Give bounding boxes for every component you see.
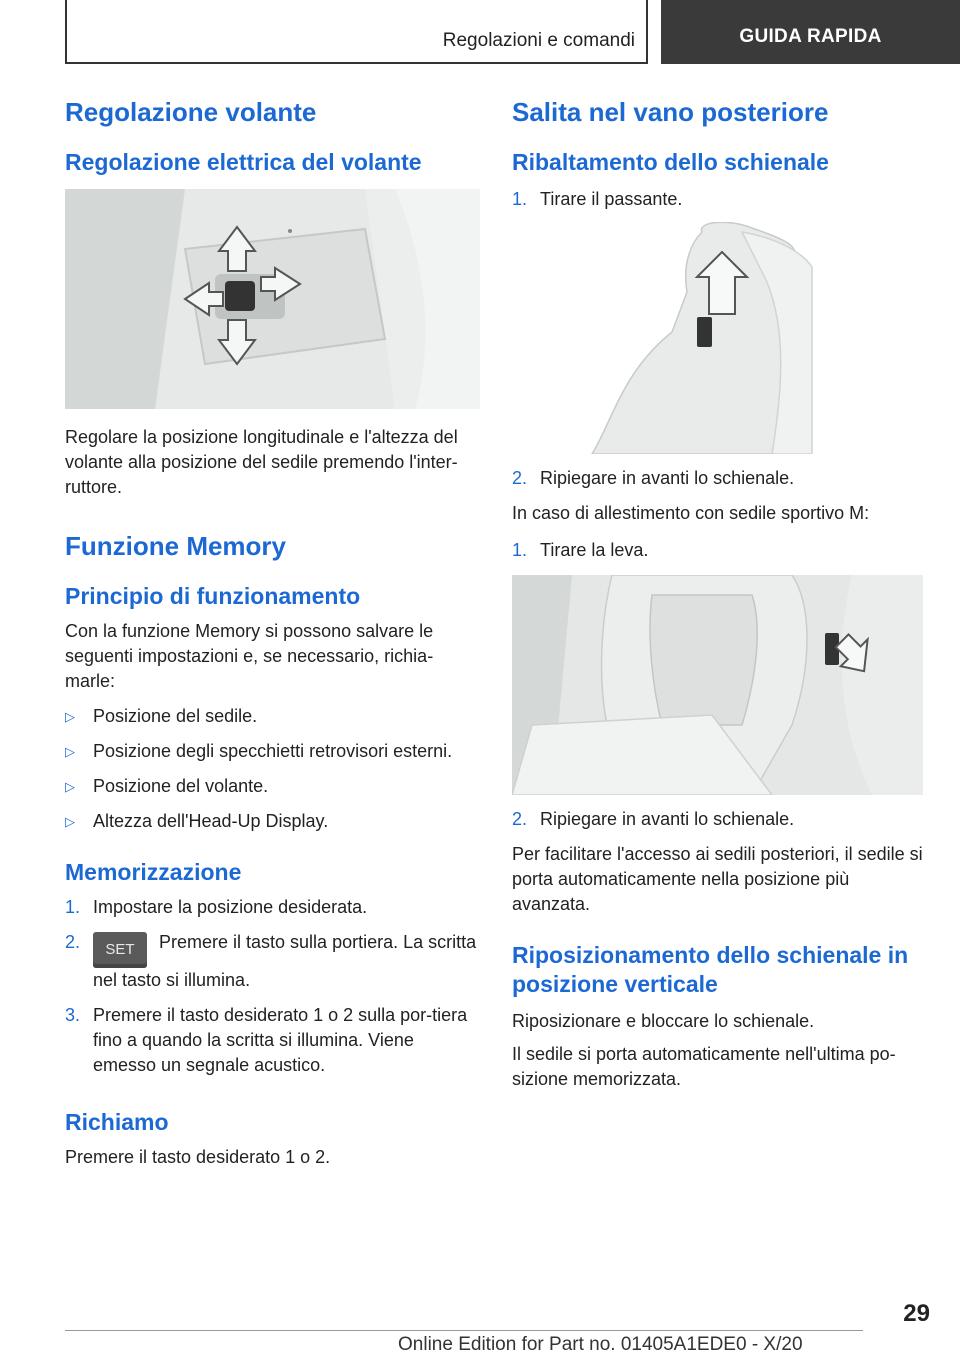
triangle-bullet-icon: ▷ [65,814,75,829]
left-column [65,96,480,1170]
fold-steps-a-2 [512,466,924,491]
triangle-bullet-icon: ▷ [65,709,75,724]
heading-memory-function: Funzione Memory [65,531,287,561]
sport-seat-note: In caso di allestimento con sedile sportivo M: [512,503,870,523]
list-item: ▷ Posizione del sedile. [65,704,480,729]
heading-recall: Richiamo [65,1109,169,1135]
fold-steps-b [512,538,924,563]
list-item: ▷ Posizione degli specchietti retrovisori esterni. [65,739,480,764]
step-item: 3. Premere il tasto desiderato 1 o 2 sulla por-tiera fino a quando la scritta si illumina. Viene emesso un segnale acustico. [65,1005,468,1075]
list-item: ▷ Altezza dell'Head-Up Display. [65,809,480,834]
step-item: 1. Impostare la posizione desiderata. [65,897,368,917]
steering-switch-illustration [65,189,480,409]
step-item: 1. Tirare la leva. [512,540,649,560]
right-column [512,96,924,1092]
upright-description-2: Il sedile si porta automaticamente nell'ultima po-sizione memorizzata. [512,1044,896,1089]
heading-backrest-upright: Riposizionamento dello schienale in posizione verticale [512,942,909,997]
set-key-icon: SET [93,932,147,968]
step-item: 2. Ripiegare in avanti lo schienale. [512,809,795,829]
memory-settings-list [65,704,480,834]
header-section-title: Regolazioni e comandi [442,30,635,51]
step-item: 2. SET Premere il tasto sulla portiera. La scritta nel tasto si illumina. [65,932,477,990]
triangle-bullet-icon: ▷ [65,744,75,759]
heading-storing: Memorizzazione [65,859,242,885]
rear-access-description: Per facilitare l'accesso ai sedili posteriori, il sedile si porta automaticamente nella posizione più avanzata. [512,844,923,914]
step-item: 2. Ripiegare in avanti lo schienale. [512,468,795,488]
list-item: ▷ Posizione del volante. [65,774,480,799]
recall-description: Premere il tasto desiderato 1 o 2. [65,1147,331,1167]
header-tab-quick-guide[interactable]: GUIDA RAPIDA [661,0,960,64]
principle-description: Con la funzione Memory si possono salvare le seguenti impostazioni e, se necessario, richia-marle: [65,621,434,691]
fold-steps-b-2 [512,807,924,832]
sport-seat-lever-illustration [512,575,923,795]
heading-operating-principle: Principio di funzionamento [65,583,361,609]
footer-divider [65,1330,863,1331]
heading-rear-entry: Salita nel vano posteriore [512,97,829,127]
step-item: 1. Tirare il passante. [512,189,683,209]
fold-steps-a [512,187,924,212]
heading-fold-backrest: Ribaltamento dello schienale [512,149,829,175]
page-number: 29 [903,1300,930,1327]
heading-steering-adjust: Regolazione volante [65,97,317,127]
footer-edition: Online Edition for Part no. 01405A1EDE0 - X/20 [398,1334,803,1355]
triangle-bullet-icon: ▷ [65,779,75,794]
seat-strap-illustration [512,222,924,454]
store-steps [65,895,480,1078]
heading-electric-steering: Regolazione elettrica del volante [65,149,422,175]
steering-description: Regolare la posizione longitudinale e l'altezza del volante alla posizione del sedile premendo l'inter-ruttore. [65,427,458,497]
upright-description-1: Riposizionare e bloccare lo schienale. [512,1011,815,1031]
